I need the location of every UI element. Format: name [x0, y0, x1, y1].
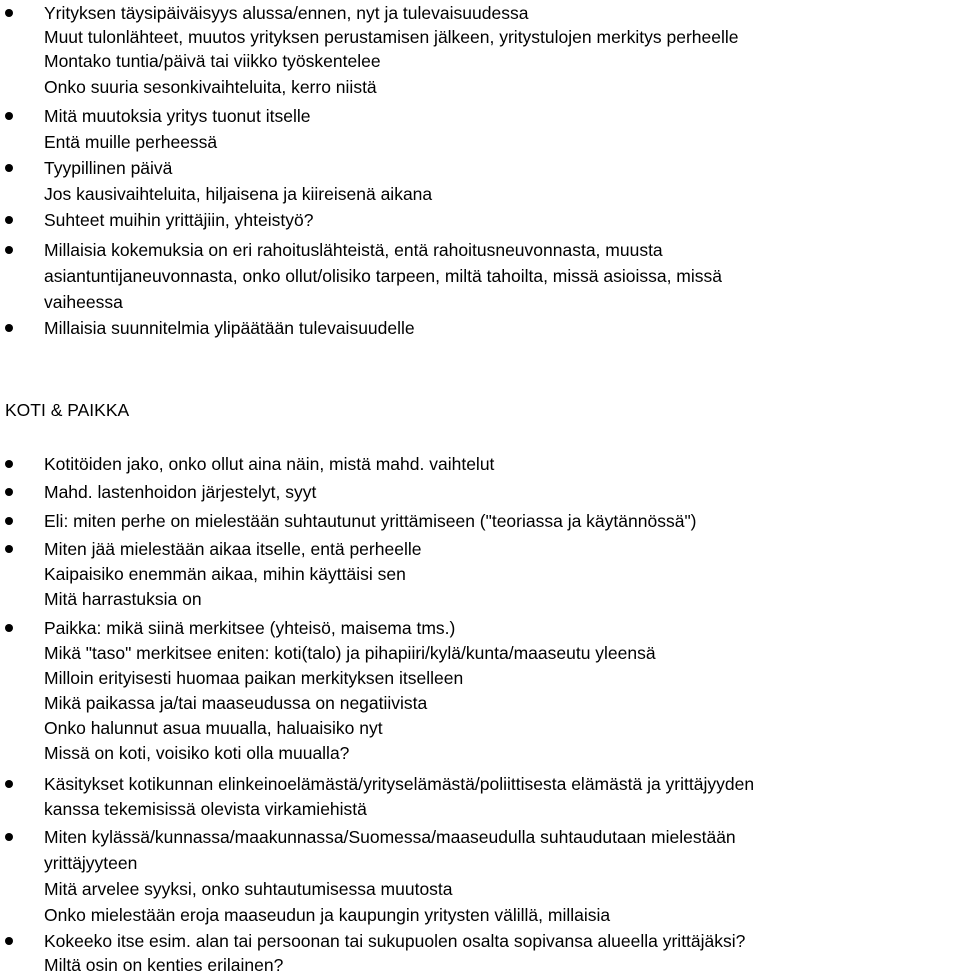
list-item: Käsitykset kotikunnan elinkeinoelämästä/yrityselämästä/poliittisesta elämästä ja yrittäjyyden	[44, 774, 755, 794]
list-item: Onko mielestään eroja maaseudun ja kaupungin yritysten välillä, millaisia	[44, 905, 611, 925]
list-item: Mitä arvelee syyksi, onko suhtautumisessa muutosta	[44, 879, 453, 899]
list-item: Mahd. lastenhoidon järjestelyt, syyt	[44, 482, 317, 502]
list-item: yrittäjyyteen	[44, 853, 138, 873]
list-item: Onko halunnut asua muualla, haluaisiko nyt	[44, 718, 383, 738]
bullet-icon	[5, 460, 13, 468]
list-item: kanssa tekemisissä olevista virkamiehistä	[44, 799, 367, 819]
list-item: Missä on koti, voisiko koti olla muualla?	[44, 743, 350, 763]
bullet-icon	[5, 545, 13, 553]
list-item: Mikä "taso" merkitsee eniten: koti(talo) ja pihapiiri/kylä/kunta/maaseutu yleensä	[44, 643, 656, 663]
list-item: Yrityksen täysipäiväisyys alussa/ennen, nyt ja tulevaisuudessa	[44, 3, 529, 23]
list-item: Montako tuntia/päivä tai viikko työskentelee	[44, 51, 381, 71]
list-item: Muut tulonlähteet, muutos yrityksen perustamisen jälkeen, yritystulojen merkitys perheelle	[44, 27, 739, 47]
section-heading: KOTI & PAIKKA	[5, 400, 130, 420]
bullet-icon	[5, 624, 13, 632]
list-item: Kokeeko itse esim. alan tai persoonan tai sukupuolen osalta sopivansa alueella yrittäjäksi?	[44, 931, 746, 951]
list-item: Millaisia suunnitelmia ylipäätään tulevaisuudelle	[44, 318, 415, 338]
bullet-icon	[5, 937, 13, 945]
list-item: Eli: miten perhe on mielestään suhtautunut yrittämiseen ("teoriassa ja käytännössä")	[44, 511, 697, 531]
bullet-icon	[5, 246, 13, 254]
list-item: Mitä harrastuksia on	[44, 589, 202, 609]
list-item: Paikka: mikä siinä merkitsee (yhteisö, maisema tms.)	[44, 618, 456, 638]
bullet-icon	[5, 488, 13, 496]
list-item: Miten jää mielestään aikaa itselle, entä perheelle	[44, 539, 422, 559]
list-item: asiantuntijaneuvonnasta, onko ollut/olisiko tarpeen, miltä tahoilta, missä asioissa, missä	[44, 266, 722, 286]
list-item: Millaisia kokemuksia on eri rahoituslähteistä, entä rahoitusneuvonnasta, muusta	[44, 240, 663, 260]
bullet-icon	[5, 324, 13, 332]
list-item: Miltä osin on kenties erilainen?	[44, 955, 284, 975]
list-item: Mitä muutoksia yritys tuonut itselle	[44, 106, 311, 126]
list-item: Entä muille perheessä	[44, 132, 218, 152]
bullet-icon	[5, 833, 13, 841]
list-item: Milloin erityisesti huomaa paikan merkityksen itselleen	[44, 668, 464, 688]
bullet-icon	[5, 216, 13, 224]
bullet-icon	[5, 164, 13, 172]
list-item: Tyypillinen päivä	[44, 158, 173, 178]
list-item: Suhteet muihin yrittäjiin, yhteistyö?	[44, 210, 314, 230]
list-item: Kaipaisiko enemmän aikaa, mihin käyttäisi sen	[44, 564, 406, 584]
bullet-icon	[5, 780, 13, 788]
list-item: Jos kausivaihteluita, hiljaisena ja kiireisenä aikana	[44, 184, 433, 204]
list-item: Onko suuria sesonkivaihteluita, kerro niistä	[44, 77, 377, 97]
list-item: Miten kylässä/kunnassa/maakunnassa/Suomessa/maaseudulla suhtaudutaan mielestään	[44, 827, 736, 847]
list-item: vaiheessa	[44, 292, 123, 312]
list-item: Kotitöiden jako, onko ollut aina näin, mistä mahd. vaihtelut	[44, 454, 495, 474]
list-item: Mikä paikassa ja/tai maaseudussa on negatiivista	[44, 693, 428, 713]
bullet-icon	[5, 517, 13, 525]
bullet-icon	[5, 9, 13, 17]
bullet-icon	[5, 112, 13, 120]
